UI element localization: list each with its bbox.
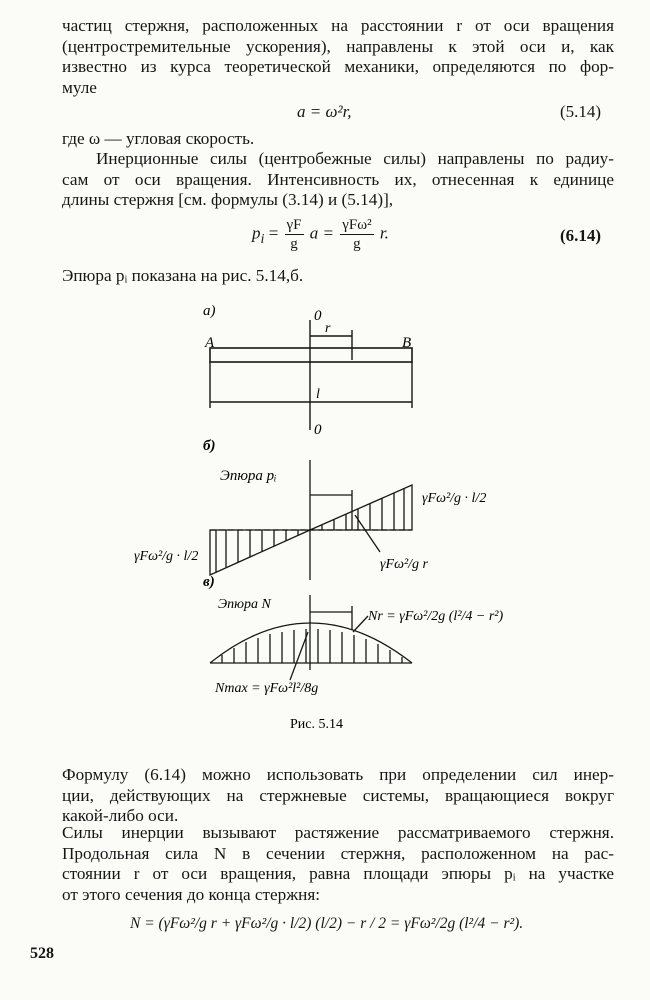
text-line: известно из курса теоретической механики, определяются по фор- xyxy=(62,57,614,76)
fraction-denominator: g xyxy=(290,236,298,252)
text-line: (центростремительные ускорения), направлены к этой оси и, как xyxy=(62,36,614,56)
text-line: Эпюра pᵢ показана на рис. 5.14,б. xyxy=(62,266,304,285)
text-line: где ω — угловая скорость. xyxy=(62,129,255,148)
formula-lhs-sub: i xyxy=(260,230,265,247)
axis-label-bottom: 0 xyxy=(314,422,322,438)
dim-l-label: l xyxy=(316,387,320,402)
fraction xyxy=(285,216,304,253)
page-number: 528 xyxy=(30,945,54,962)
epure-reference xyxy=(62,266,614,287)
fraction xyxy=(340,216,373,253)
text-line: Инерционные силы (центробежные силы) направлены по радиу- xyxy=(96,149,614,168)
rod xyxy=(210,348,412,362)
fraction-numerator: γF xyxy=(286,217,302,233)
epure-p-left-triangle xyxy=(210,530,310,575)
epure-n-title: Эпюра N xyxy=(218,597,271,612)
formula-longitudinal-force: N = (γFω²/g r + γFω²/g · l/2) (l/2) − r / 2 = γFω²/2g (l²/4 − r²). xyxy=(130,915,524,932)
paragraph-inertia xyxy=(62,149,614,211)
text-line: Силы инерции вызывают растяжение рассматриваемого стержня. xyxy=(62,823,614,842)
label-nr: Nr = γFω²/2g (l²/4 − r²) xyxy=(368,609,504,624)
text-line: муле xyxy=(62,77,97,97)
label-nmax: Nmax = γFω²l²/8g xyxy=(215,681,319,696)
formula-5-14: a = ω²r, xyxy=(297,102,352,121)
epure-p-title: Эпюра pᵢ xyxy=(220,468,277,484)
text-line: стоянии r от оси вращения, равна площади эпюры pᵢ на участке xyxy=(62,864,614,883)
figure-caption: Рис. 5.14 xyxy=(290,717,343,732)
paragraph-stretch xyxy=(62,823,614,905)
text-line: от этого сечения до конца стержня: xyxy=(62,884,320,904)
text-line: ции, действующих на стержневые системы, вращающиеся вокруг xyxy=(62,785,614,805)
label-left-bottom: γFω²/g · l/2 xyxy=(134,549,199,564)
panel-b-label: б) xyxy=(203,438,216,454)
label-mid: γFω²/g r xyxy=(380,557,428,572)
text-line: частиц стержня, расположенных на расстоянии r от оси вращения xyxy=(62,16,614,35)
dim-r-label: r xyxy=(325,321,331,336)
equation-number-5-14: (5.14) xyxy=(560,102,602,121)
omega-note xyxy=(62,129,614,150)
formula-6-14: $p_i$ = $\frac{\gamma F}{g}$ a = $\frac{\text{γFω²}}{g}$ r. xyxy=(252,217,389,252)
point-a-label: A xyxy=(205,335,215,351)
paragraph-centripetal xyxy=(62,16,614,98)
panel-v-label: в) xyxy=(203,574,215,590)
paragraph-usage xyxy=(62,765,614,827)
panel-a-label: а) xyxy=(203,303,216,319)
text-line: какой-либо оси. xyxy=(62,806,179,825)
fraction-numerator: γFω² xyxy=(342,217,372,233)
formula-lhs: p xyxy=(252,223,261,243)
formula-tail: r. xyxy=(379,223,389,243)
text-line: длины стержня [см. формулы (3.14) и (5.14)], xyxy=(62,190,394,209)
epure-n-parabola xyxy=(210,623,412,663)
label-right-top: γFω²/g · l/2 xyxy=(422,491,487,506)
text-line: Формулу (6.14) можно использовать при определении сил инер- xyxy=(62,765,614,784)
figure-5-14 xyxy=(0,290,650,760)
fraction-denominator: g xyxy=(353,236,361,252)
point-b-label: B xyxy=(402,335,412,351)
axis-label-top: 0 xyxy=(314,308,322,324)
formula-mid: a = xyxy=(309,223,334,243)
text-line: сам от оси вращения. Интенсивность их, отнесенная к единице xyxy=(62,169,614,189)
equation-number-6-14: (6.14) xyxy=(560,226,602,245)
text-line: Продольная сила N в сечении стержня, расположенном на рас- xyxy=(62,843,614,863)
